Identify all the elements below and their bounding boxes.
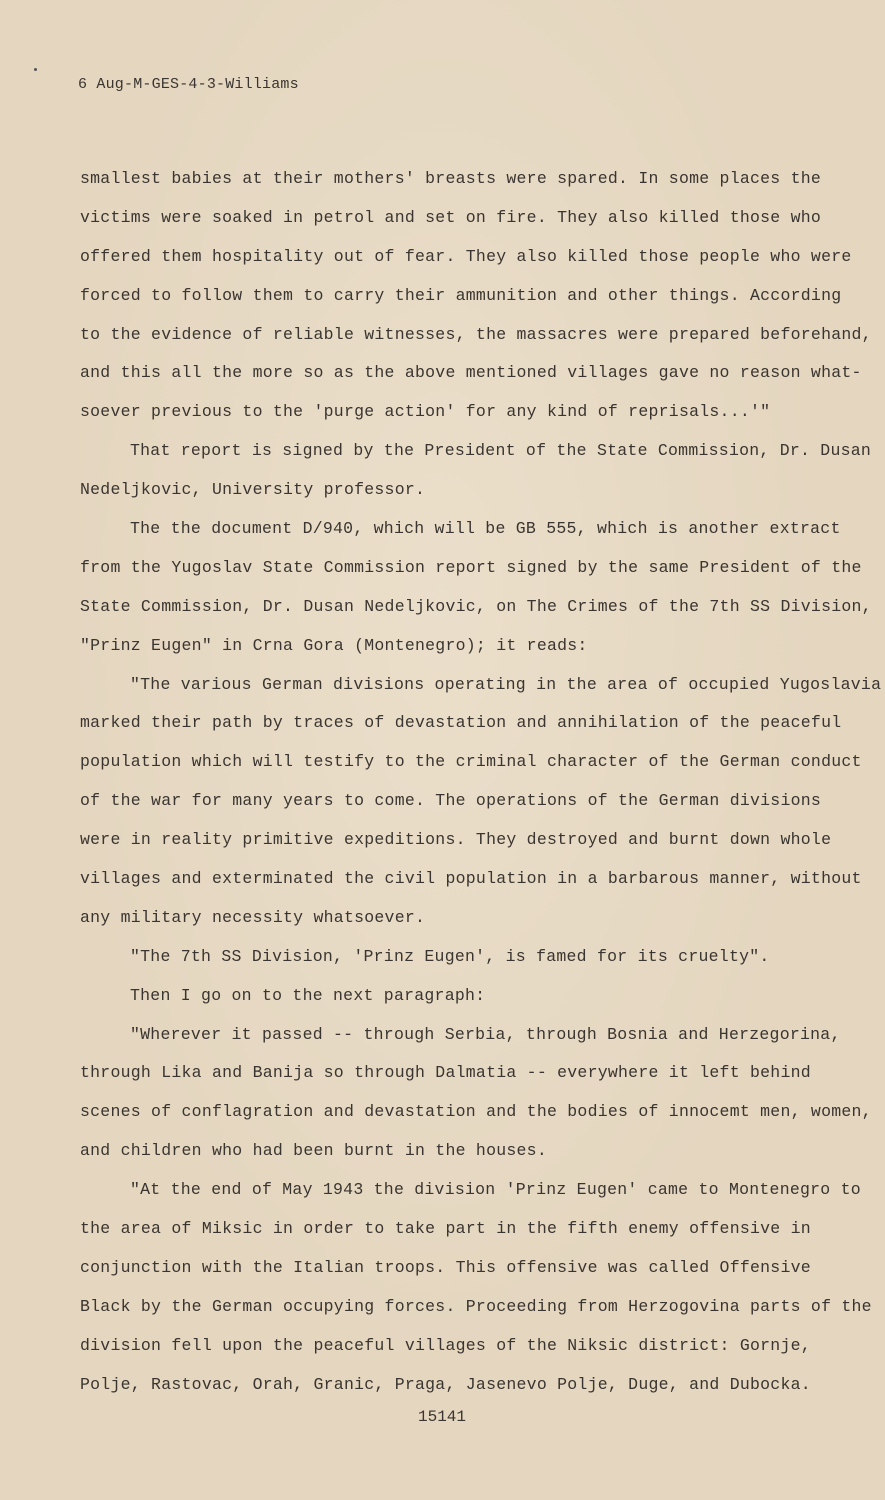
text-line: Polje, Rastovac, Orah, Granic, Praga, Jasenevo Polje, Duge, and Dubocka. [80, 1374, 811, 1394]
text-line: soever previous to the 'purge action' for any kind of reprisals...'" [80, 402, 771, 422]
text-line: "Wherever it passed -- through Serbia, through Bosnia and Herzegorina, [130, 1024, 841, 1044]
text-line: The the document D/940, which will be GB 555, which is another extract [130, 519, 841, 539]
text-line: offered them hospitality out of fear. They also killed those people who were [80, 246, 852, 266]
text-line: Black by the German occupying forces. Proceeding from Herzogovina parts of the [80, 1296, 872, 1316]
text-line: That report is signed by the President of the State Commission, Dr. Dusan [130, 441, 872, 461]
text-line: and children who had been burnt in the houses. [80, 1141, 547, 1161]
text-line: "The 7th SS Division, 'Prinz Eugen', is famed for its cruelty". [130, 946, 770, 966]
text-line: "At the end of May 1943 the division 'Prinz Eugen' came to Montenegro to [130, 1180, 861, 1200]
text-line: of the war for many years to come. The operations of the German divisions [80, 791, 822, 811]
text-line: from the Yugoslav State Commission report signed by the same President of the [80, 557, 862, 577]
text-line: Then I go on to the next paragraph: [130, 985, 486, 1005]
text-line: the area of Miksic in order to take part in the fifth enemy offensive in [80, 1219, 811, 1239]
text-line: "The various German divisions operating in the area of occupied Yugoslavia [130, 674, 882, 694]
text-line: "Prinz Eugen" in Crna Gora (Montenegro); it reads: [80, 635, 588, 655]
text-line: villages and exterminated the civil population in a barbarous manner, without [80, 869, 862, 889]
text-line: forced to follow them to carry their ammunition and other things. According [80, 285, 842, 305]
text-line: division fell upon the peaceful villages of the Niksic district: Gornje, [80, 1335, 811, 1355]
text-line: any military necessity whatsoever. [80, 907, 426, 927]
text-line: through Lika and Banija so through Dalmatia -- everywhere it left behind [80, 1063, 811, 1083]
text-line: victims were soaked in petrol and set on fire. They also killed those who [80, 207, 822, 227]
document-body [80, 166, 882, 1411]
ink-mark [34, 68, 37, 71]
text-line: scenes of conflagration and devastation and the bodies of innocemt men, women, [80, 1102, 872, 1122]
text-line: State Commission, Dr. Dusan Nedeljkovic, on The Crimes of the 7th SS Division, [80, 596, 872, 616]
text-line: conjunction with the Italian troops. This offensive was called Offensive [80, 1257, 811, 1277]
text-line: were in reality primitive expeditions. They destroyed and burnt down whole [80, 830, 832, 850]
text-line: to the evidence of reliable witnesses, the massacres were prepared beforehand, [80, 324, 872, 344]
text-line: smallest babies at their mothers' breasts were spared. In some places the [80, 169, 822, 188]
document-header-reference: 6 Aug-M-GES-4-3-Williams [78, 76, 299, 93]
text-line: marked their path by traces of devastation and annihilation of the peaceful [80, 713, 842, 733]
page-number: 15141 [418, 1408, 467, 1426]
text-line: population which will testify to the criminal character of the German conduct [80, 752, 862, 772]
text-line: and this all the more so as the above mentioned villages gave no reason what- [80, 363, 862, 383]
text-line: Nedeljkovic, University professor. [80, 480, 426, 500]
